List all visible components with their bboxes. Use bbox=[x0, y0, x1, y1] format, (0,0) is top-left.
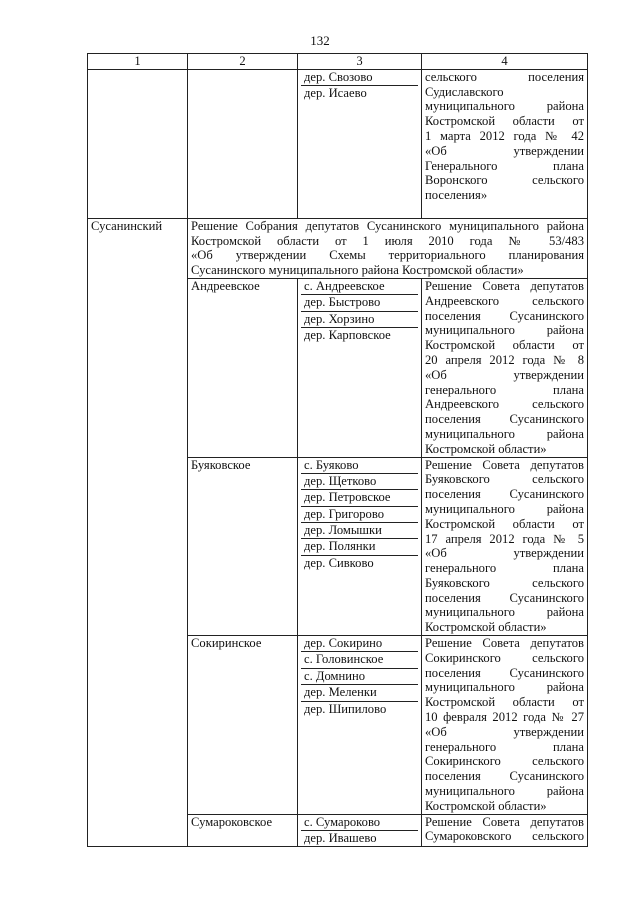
settlement-cell bbox=[188, 69, 298, 218]
decision-line: поселения Сусанинского bbox=[425, 590, 584, 605]
decision-cell bbox=[422, 69, 588, 218]
villages-cell bbox=[298, 278, 422, 457]
decision-line bbox=[425, 203, 584, 218]
decision-line: 10 февраля 2012 года № 27 bbox=[425, 710, 584, 725]
village-name: дер. Щетково bbox=[301, 474, 418, 490]
decision-line: «Об утверждении bbox=[425, 143, 584, 158]
column-header: 4 bbox=[422, 54, 588, 70]
decision-line: поселения» bbox=[425, 188, 488, 203]
decision-line: Сокиринского сельского bbox=[425, 650, 584, 665]
decision-line: Андреевского сельского bbox=[425, 293, 584, 308]
decision-line: поселения Сусанинского bbox=[425, 665, 584, 680]
decision-line: Решение Совета депутатов bbox=[425, 278, 584, 293]
decision-line: «Об утверждении bbox=[425, 367, 584, 382]
decision-line: генерального плана bbox=[425, 561, 584, 576]
decision-line: 20 апреля 2012 года № 8 bbox=[425, 352, 584, 367]
decision-line: сельского поселения bbox=[425, 69, 584, 84]
decision-line: 1 марта 2012 года № 42 bbox=[425, 128, 584, 143]
decision-line: поселения Сусанинского bbox=[425, 487, 584, 502]
decision-line: Судиславского bbox=[425, 84, 504, 99]
decision-line: Буяковского сельского bbox=[425, 472, 584, 487]
decision-line: 17 апреля 2012 года № 5 bbox=[425, 531, 584, 546]
decision-line: Сусанинского муниципального района Костромской области» bbox=[191, 263, 524, 278]
decision-line: Костромской области от bbox=[425, 114, 584, 129]
decision-line: Костромской области от bbox=[425, 338, 584, 353]
village-name: с. Сумароково bbox=[301, 815, 418, 831]
village-name: дер. Полянки bbox=[301, 539, 418, 555]
district-cell bbox=[88, 69, 188, 218]
decision-line: Костромской области от 1 июля 2010 года № 53/483 bbox=[191, 233, 584, 248]
village-name: дер. Меленки bbox=[301, 685, 418, 701]
decision-cell bbox=[422, 457, 588, 636]
decision-cell bbox=[422, 278, 588, 457]
village-name: дер. Ломышки bbox=[301, 523, 418, 539]
decision-line: Костромской области от bbox=[425, 516, 584, 531]
district-decision bbox=[188, 218, 588, 278]
decision-line: муниципального района bbox=[425, 323, 584, 338]
villages-cell bbox=[298, 636, 422, 815]
decision-line: Решение Совета депутатов bbox=[425, 814, 584, 829]
continuation-row bbox=[88, 69, 588, 218]
decision-line: Буяковского сельского bbox=[425, 575, 584, 590]
decision-line: Костромской области от bbox=[425, 695, 584, 710]
decision-line: поселения Сусанинского bbox=[425, 308, 584, 323]
decision-line: муниципального района bbox=[425, 99, 584, 114]
village-name: с. Буяково bbox=[301, 458, 418, 474]
decision-line: Решение Совета депутатов bbox=[425, 636, 584, 651]
village-name: с. Домнино bbox=[301, 669, 418, 685]
decision-line: «Об утверждении bbox=[425, 546, 584, 561]
villages-cell bbox=[298, 814, 422, 847]
settlement-name: Сумароковское bbox=[188, 814, 298, 847]
decision-line: «Об утверждении bbox=[425, 724, 584, 739]
column-header: 3 bbox=[298, 54, 422, 70]
village-name: дер. Карповское bbox=[304, 328, 391, 343]
decision-line: муниципального района bbox=[425, 784, 584, 799]
settlements-table bbox=[87, 53, 588, 847]
village-name: дер. Сокирино bbox=[301, 636, 418, 652]
decision-line: муниципального района bbox=[425, 605, 584, 620]
village-name: дер. Быстрово bbox=[301, 295, 418, 311]
villages-cell bbox=[298, 457, 422, 636]
village-name: дер. Шипилово bbox=[304, 701, 387, 716]
decision-line: муниципального района bbox=[425, 680, 584, 695]
village-name: дер. Хорзино bbox=[301, 312, 418, 328]
decision-line: Воронского сельского bbox=[425, 173, 584, 188]
village-name: дер. Петровское bbox=[301, 490, 418, 506]
decision-line: Костромской области» bbox=[425, 620, 547, 635]
decision-line: муниципального района bbox=[425, 501, 584, 516]
village-name: дер. Григорово bbox=[301, 507, 418, 523]
decision-line: Сокиринского сельского bbox=[425, 754, 584, 769]
decision-line: муниципального района bbox=[425, 426, 584, 441]
decision-line: Решение Собрания депутатов Сусанинского муниципального района bbox=[191, 218, 584, 233]
decision-line: Сумароковского сельского bbox=[425, 829, 584, 844]
decision-line: поселения Сусанинского bbox=[425, 769, 584, 784]
decision-line: Костромской области» bbox=[425, 441, 547, 456]
settlement-name: Буяковское bbox=[188, 457, 298, 636]
village-name: с. Андреевское bbox=[301, 279, 418, 295]
page-number: 132 bbox=[310, 33, 330, 48]
column-header: 2 bbox=[188, 54, 298, 70]
village-name: с. Головинское bbox=[301, 652, 418, 668]
decision-line: Решение Совета депутатов bbox=[425, 457, 584, 472]
settlement-name: Андреевское bbox=[188, 278, 298, 457]
settlement-name: Сокиринское bbox=[188, 636, 298, 815]
decision-line: Андреевского сельского bbox=[425, 397, 584, 412]
header-row bbox=[88, 54, 588, 70]
decision-line: генерального плана bbox=[425, 739, 584, 754]
district-row bbox=[88, 218, 588, 278]
villages-cell bbox=[298, 69, 422, 218]
decision-cell bbox=[422, 814, 588, 847]
district-name: Сусанинский bbox=[88, 218, 188, 847]
column-header: 1 bbox=[88, 54, 188, 70]
village-name: дер. Исаево bbox=[304, 86, 367, 101]
decision-line: генерального плана bbox=[425, 382, 584, 397]
decision-line: поселения Сусанинского bbox=[425, 412, 584, 427]
village-name: дер. Сивково bbox=[304, 555, 374, 570]
village-name: дер. Ивашево bbox=[304, 831, 377, 846]
decision-line: Генерального плана bbox=[425, 158, 584, 173]
decision-line: Костромской области» bbox=[425, 798, 547, 813]
village-name: дер. Свозово bbox=[301, 70, 418, 86]
decision-cell bbox=[422, 636, 588, 815]
decision-line: «Об утверждении Схемы территориального планирования bbox=[191, 248, 584, 263]
